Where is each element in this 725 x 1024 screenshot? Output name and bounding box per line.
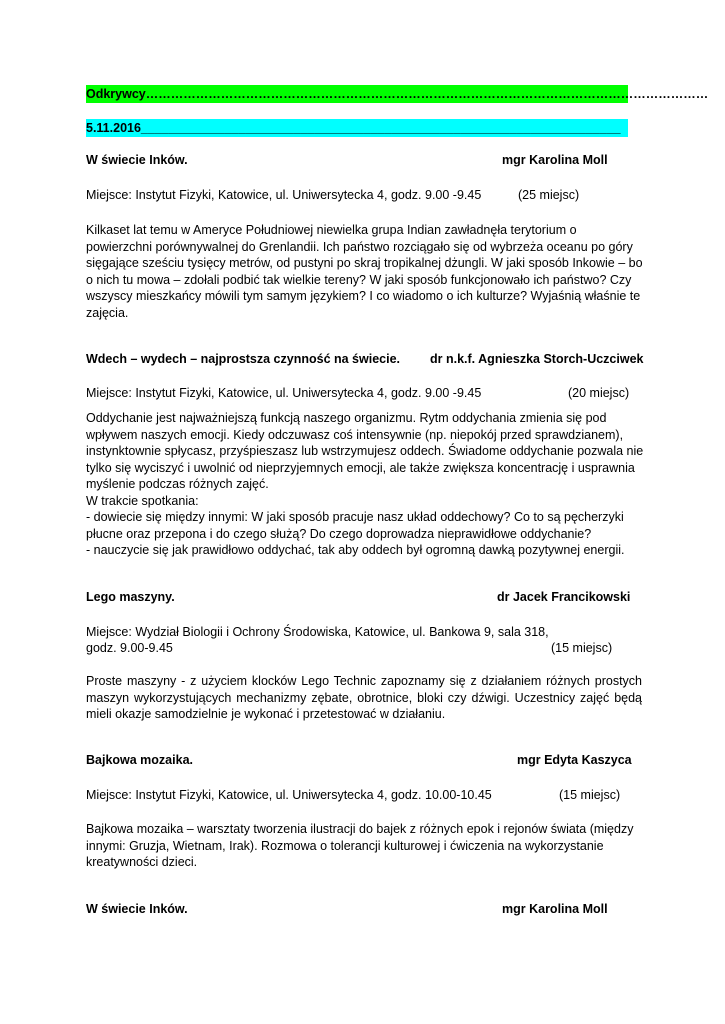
description-line: W trakcie spotkania:: [86, 493, 199, 508]
description-line: Oddychanie jest najważniejszą funkcją naszego organizmu. Rytm oddychania zmienia się pod: [86, 411, 607, 425]
event-capacity: (15 miejsc): [551, 641, 613, 655]
description-line: - nauczycie się jak prawidłowo oddychać, tak aby oddech był ogromną dawką pozytywnej energii.: [86, 543, 625, 557]
event-title-row: [86, 901, 642, 917]
event-section: [86, 152, 642, 321]
event-title-row: [86, 152, 642, 168]
event-capacity: (20 miejsc): [568, 386, 630, 400]
event-author: mgr Karolina Moll: [502, 153, 608, 167]
date-highlight: 5.11.2016_____________________________________________________________________: [86, 119, 628, 137]
event-capacity: (25 miejsc): [518, 188, 580, 202]
event-place-text: Miejsce: Instytut Fizyki, Katowice, ul. Uniwersytecka 4, godz. 10.00-10.45: [86, 788, 492, 802]
event-section: [86, 589, 642, 723]
event-author: mgr Karolina Moll: [502, 902, 608, 916]
event-title-row: [86, 752, 642, 768]
event-place-text: Miejsce: Instytut Fizyki, Katowice, ul. Uniwersytecka 4, godz. 9.00 -9.45: [86, 386, 482, 400]
description-line: płucne oraz przepona i do czego służą? Do czego doprowadza nieprawidłowe oddychanie?: [86, 526, 592, 541]
event-section: [86, 351, 642, 559]
event-place-time: [86, 640, 642, 656]
event-author: mgr Edyta Kaszyca: [517, 753, 632, 767]
description-line: maszyn wykorzystujących mechanizmy zębate, obrotnice, bloki czy dźwigi. Uczestnicy zajęć będą: [86, 690, 642, 705]
event-title: Lego maszyny.: [86, 590, 175, 604]
odkrywcy-highlight: Odkrywcy………………………………………………………………………………………………………………………: [86, 87, 709, 101]
event-author: dr n.k.f. Agnieszka Storch-Uczciwek: [430, 352, 644, 366]
event-place: [86, 385, 642, 401]
event-description: [86, 410, 642, 559]
event-description: [86, 222, 642, 321]
description-line: sięgające sześciu tysięcy metrów, od pustyni po skraj tropikalnej dżungli. W jaki sposób Inkowie – bo: [86, 256, 643, 270]
description-line: myślenie podczas różnych zajęć.: [86, 477, 269, 491]
event-section: [86, 752, 642, 871]
description-line: innymi: Gruzja, Wietnam, Irak). Rozmowa o tolerancji kulturowej i ćwiczenia na wykorzystanie: [86, 838, 604, 853]
event-place-text: Miejsce: Instytut Fizyki, Katowice, ul. Uniwersytecka 4, godz. 9.00 -9.45: [86, 188, 482, 202]
event-title: Wdech – wydech – najprostsza czynność na świecie.: [86, 352, 401, 366]
description-line: Kilkaset lat temu w Ameryce Południowej niewielka grupa Indian zawładnęła terytorium o: [86, 223, 577, 237]
description-line: powierzchni porównywalnej do Grenlandii. Ich państwo rozciągało się od wybrzeża oceanu po góry: [86, 239, 633, 254]
description-line: Bajkowa mozaika – warsztaty tworzenia ilustracji do bajek z różnych epok i rejonów świata (między: [86, 822, 634, 836]
event-title: Bajkowa mozaika.: [86, 753, 193, 767]
event-title-row: [86, 351, 642, 367]
description-line: - dowiecie się między innymi: W jaki sposób pracuje nasz układ oddechowy? Co to są pęcherzyki: [86, 510, 624, 524]
event-title: W świecie Inków.: [86, 902, 188, 916]
event-title: W świecie Inków.: [86, 153, 188, 167]
description-line: zajęcia.: [86, 305, 129, 320]
event-section: [86, 901, 642, 917]
description-line: tylko się wyciszyć i uwolnić od nieprzyjemnych emocji, ale także zwiększa koncentrację i usprawnia: [86, 460, 635, 475]
event-capacity: (15 miejsc): [559, 788, 621, 802]
event-title-row: [86, 589, 642, 605]
event-place: [86, 787, 642, 803]
description-line: kreatywności dzieci.: [86, 855, 198, 869]
event-place: [86, 624, 642, 640]
description-line: wszyscy mieszkańcy mówili tym samym językiem? I co wiadomo o ich kulturze? Wyjaśnią właśnie te: [86, 289, 641, 303]
description-line: wpływem naszych emocji. Kiedy odczuwasz coś intensywnie (np. niepokój przed sprawdzianem),: [86, 427, 624, 442]
event-author: dr Jacek Francikowski: [497, 590, 631, 604]
event-place-text: Miejsce: Wydział Biologii i Ochrony Środowiska, Katowice, ul. Bankowa 9, sala 318,: [86, 625, 549, 639]
event-place: [86, 187, 642, 203]
event-description: [86, 673, 642, 723]
description-line: mieli okazje samodzielnie je wykonać i przetestować w działaniu.: [86, 707, 446, 721]
event-description: [86, 821, 642, 871]
description-line: o nich tu mowa – zdołali podbić tak wielkie tereny? W jaki sposób funkcjonowało ich państwo? Czy: [86, 272, 632, 287]
event-time-text: godz. 9.00-9.45: [86, 641, 173, 655]
description-line: Proste maszyny - z użyciem klocków Lego Technic zapoznamy się z działaniem różnych prostych: [86, 674, 642, 688]
description-line: instynktownie spłycasz, przyśpieszasz lub wstrzymujesz oddech. Świadome oddychanie pozwala nie: [86, 444, 644, 458]
